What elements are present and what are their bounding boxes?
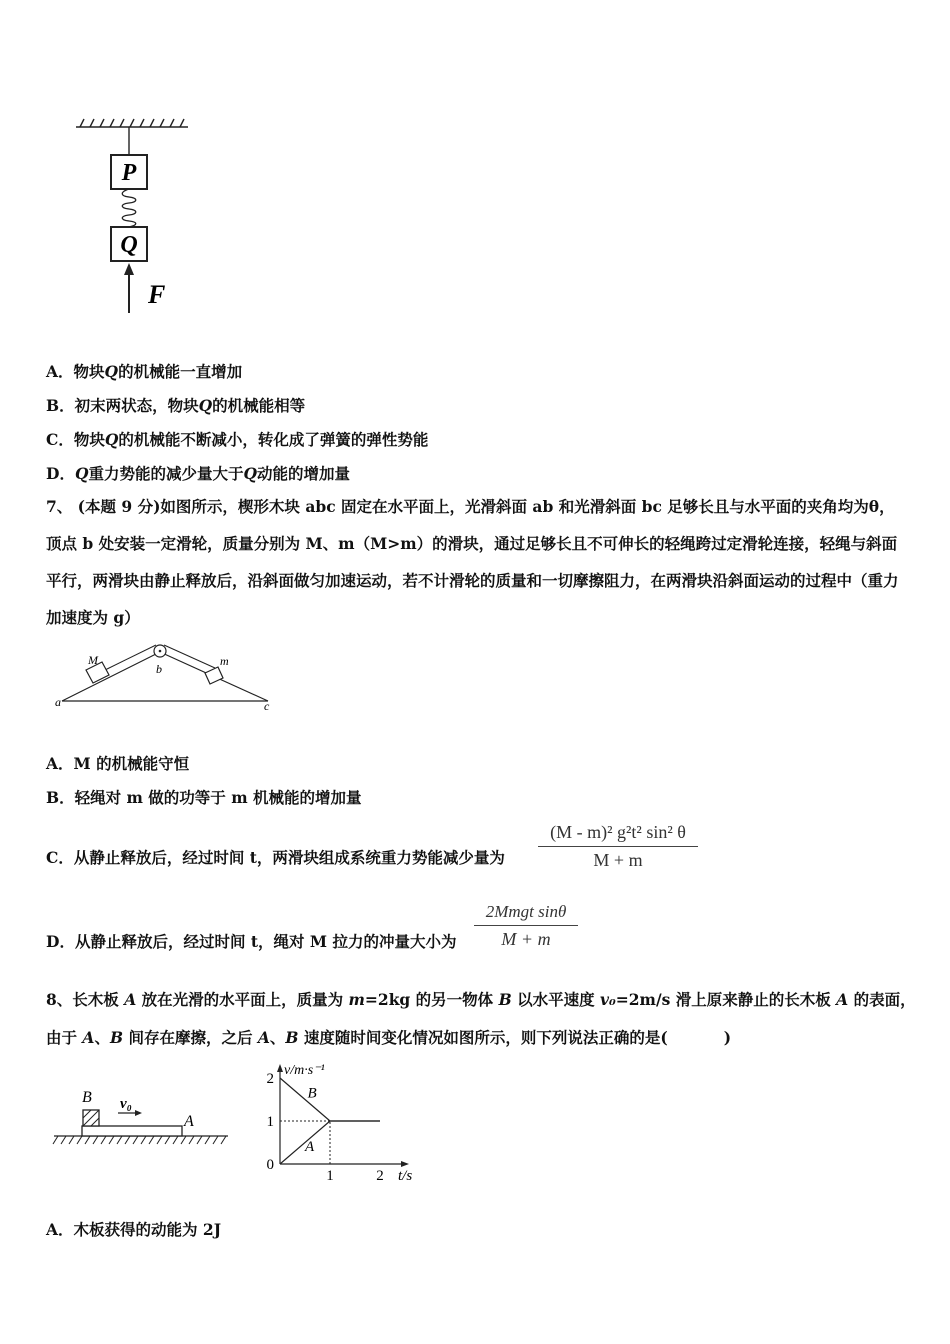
y-tick-label-1: 1	[266, 1114, 274, 1130]
y-axis-label: v/m·s⁻¹	[284, 1063, 325, 1078]
fraction-d-bar	[474, 925, 578, 926]
x-axis-label: t/s	[398, 1168, 413, 1184]
q7-option-a: A．M 的机械能守恒	[46, 754, 190, 773]
series-line-b	[280, 1078, 380, 1121]
q7-option-b: B．轻绳对 m 做的功等于 m 机械能的增加量	[46, 788, 362, 807]
y-axis-arrowhead	[277, 1064, 283, 1072]
y-tick-label-2: 2	[266, 1071, 274, 1087]
y-tick-label-0: 0	[266, 1157, 274, 1173]
q8-stem-line-2: 由于 A、B 间存在摩擦，之后 A、B 速度随时间变化情况如图所示，则下列说法正确的是( )	[46, 1028, 732, 1047]
label-plank-a: A	[184, 1113, 194, 1130]
q6-option-b: B．初末两状态，物块Q的机械能相等	[46, 396, 306, 415]
figure-wedge	[54, 640, 284, 720]
label-c: c	[264, 699, 270, 713]
series-label-b: B	[307, 1085, 317, 1102]
label-p: P	[121, 160, 137, 186]
x-tick-label-2: 2	[376, 1168, 384, 1184]
spring	[122, 189, 136, 227]
slope-ab	[62, 652, 160, 701]
q7-option-d: D．从静止释放后，经过时间 t，绳对 M 拉力的冲量大小为	[46, 932, 457, 951]
pulley-axle	[159, 650, 162, 653]
block-small-m	[205, 667, 223, 684]
rope-right	[164, 645, 215, 668]
label-small-m: m	[220, 654, 229, 668]
fraction-c-bar	[538, 846, 698, 847]
q7-stem: 7、 (本题 9 分)如图所示，楔形木块 abc 固定在水平面上，光滑斜面 ab 和光滑斜面 bc 足够长且与水平面的夹角均为θ，顶点 b 处安装一定滑轮，质量分别为 M、m（M>m）的滑块，通过足够长且不可伸长的轻绳跨过定滑轮连接，轻绳与斜面平行，两滑块由静止释放后，沿斜面做匀加速运动，若不计滑轮的质量和一切摩擦阻力，在两滑块沿斜面运动的过程中（重力加速度为 g）	[46, 497, 899, 627]
q7-option-d-fraction	[474, 902, 578, 950]
label-b: b	[156, 662, 162, 676]
q7-option-c-fraction	[538, 822, 698, 871]
velocity-arrowhead	[135, 1110, 142, 1116]
plank-a	[82, 1126, 182, 1136]
x-tick-label-1: 1	[326, 1168, 334, 1184]
label-q: Q	[120, 232, 138, 258]
label-v0: v₀	[120, 1096, 132, 1112]
q8-option-a: A．木板获得的动能为 2J	[46, 1220, 222, 1239]
vt-chart	[255, 1060, 430, 1190]
fraction-d-numerator: 2Mmgt sinθ	[485, 902, 567, 921]
label-block-b: B	[82, 1089, 92, 1106]
label-a: a	[55, 695, 61, 709]
q7-option-c: C．从静止释放后，经过时间 t，两滑块组成系统重力势能减少量为	[46, 848, 505, 867]
fraction-c-numerator: (M - m)² g²t² sin² θ	[550, 822, 686, 842]
floor-hatch	[53, 1136, 226, 1144]
q6-option-d: D．Q重力势能的减少量大于Q动能的增加量	[46, 464, 351, 483]
x-axis-arrowhead	[401, 1161, 409, 1167]
q6-option-a: A．物块Q的机械能一直增加	[46, 362, 243, 381]
series-label-a: A	[305, 1139, 315, 1156]
force-arrowhead	[124, 263, 134, 275]
label-f: F	[148, 280, 166, 309]
figure-block-plank	[50, 1080, 235, 1150]
q6-option-c: C．物块Q的机械能不断减小，转化成了弹簧的弹性势能	[46, 430, 429, 449]
label-big-m: M	[88, 653, 98, 667]
fraction-d-denominator: M + m	[501, 929, 551, 949]
fraction-c-denominator: M + m	[593, 850, 643, 870]
q8-stem-line-1: 8、长木板 A 放在光滑的水平面上，质量为 m=2kg 的另一物体 B 以水平速度 v₀=2m/s 滑上原来静止的长木板 A 的表面，	[46, 990, 916, 1009]
figure-spring-blocks	[70, 115, 200, 320]
ceiling	[76, 119, 188, 127]
